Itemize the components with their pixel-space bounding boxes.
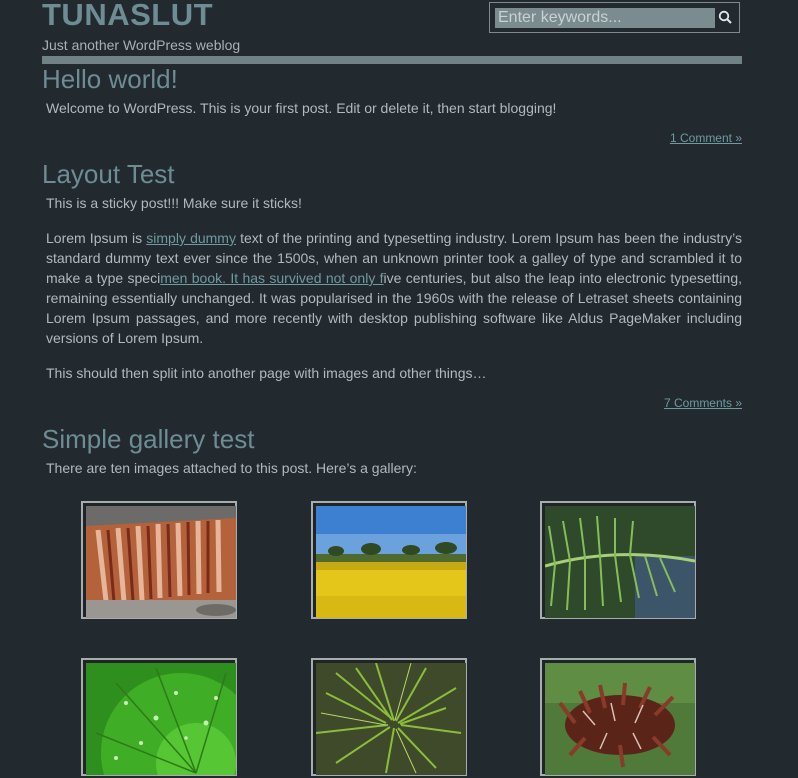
post-meta xyxy=(42,396,742,410)
seed-pod-image xyxy=(545,663,695,775)
post-layout-test xyxy=(42,159,742,410)
search-icon[interactable] xyxy=(718,10,732,24)
search-form xyxy=(489,2,740,33)
post-title[interactable]: Layout Test xyxy=(42,159,175,189)
sticky-note: This is a sticky post!!! Make sure it sticks! xyxy=(46,195,302,211)
text-run: text of the printing and typesetting industry. Lorem Ipsum has been the industry’s standard dummy text ever since the 1500s, when an unknown printer took a galley of type and scrambled it to make a type speci xyxy=(46,230,742,286)
text-run: ive centuries, but also the leap into electronic typesetting, remaining essentially unchanged. It was popularised in the 1960s with the release of Letraset sheets containing Lorem Ipsum passages, and more recently with desktop publishing software like Aldus PageMaker including versions of Lorem Ipsum. xyxy=(46,270,742,346)
gallery-thumb-rust-bark[interactable] xyxy=(81,501,237,619)
fern-frond-image xyxy=(545,506,695,618)
post-title[interactable]: Hello world! xyxy=(42,64,178,94)
inline-link[interactable]: simply dummy xyxy=(146,230,236,246)
gallery-thumb-seed-pod[interactable] xyxy=(540,658,696,776)
search-input[interactable] xyxy=(495,8,715,28)
site-title[interactable]: TUNASLUT xyxy=(42,0,214,32)
post-hello-world xyxy=(42,64,742,145)
lorem-paragraph xyxy=(42,228,742,348)
post-body: Welcome to WordPress. This is your first post. Edit or delete it, then start blogging! xyxy=(46,100,557,116)
header-divider xyxy=(42,56,742,64)
canola-field-image xyxy=(316,506,466,618)
post-meta xyxy=(42,131,742,145)
comments-link[interactable]: 7 Comments » xyxy=(663,396,742,410)
gallery-thumb-fern-frond[interactable] xyxy=(540,501,696,619)
inline-link[interactable]: men book. It has survived not only f xyxy=(160,270,384,286)
post-body: There are ten images attached to this post. Here’s a gallery: xyxy=(46,460,417,476)
split-note: This should then split into another page with images and other things… xyxy=(46,365,487,381)
pine-needles-image xyxy=(316,663,466,775)
gallery-thumb-pine-needles[interactable] xyxy=(311,658,467,776)
green-leaf-image xyxy=(86,663,236,775)
text-run: Lorem Ipsum is xyxy=(46,230,147,246)
comments-link[interactable]: 1 Comment » xyxy=(669,131,742,145)
site-tagline: Just another WordPress weblog xyxy=(42,37,241,53)
post-gallery-test xyxy=(42,424,742,478)
gallery-thumb-green-leaf[interactable] xyxy=(81,658,237,776)
post-title[interactable]: Simple gallery test xyxy=(42,424,255,454)
gallery-thumb-canola-field[interactable] xyxy=(311,501,467,619)
rust-bark-image xyxy=(86,506,236,618)
